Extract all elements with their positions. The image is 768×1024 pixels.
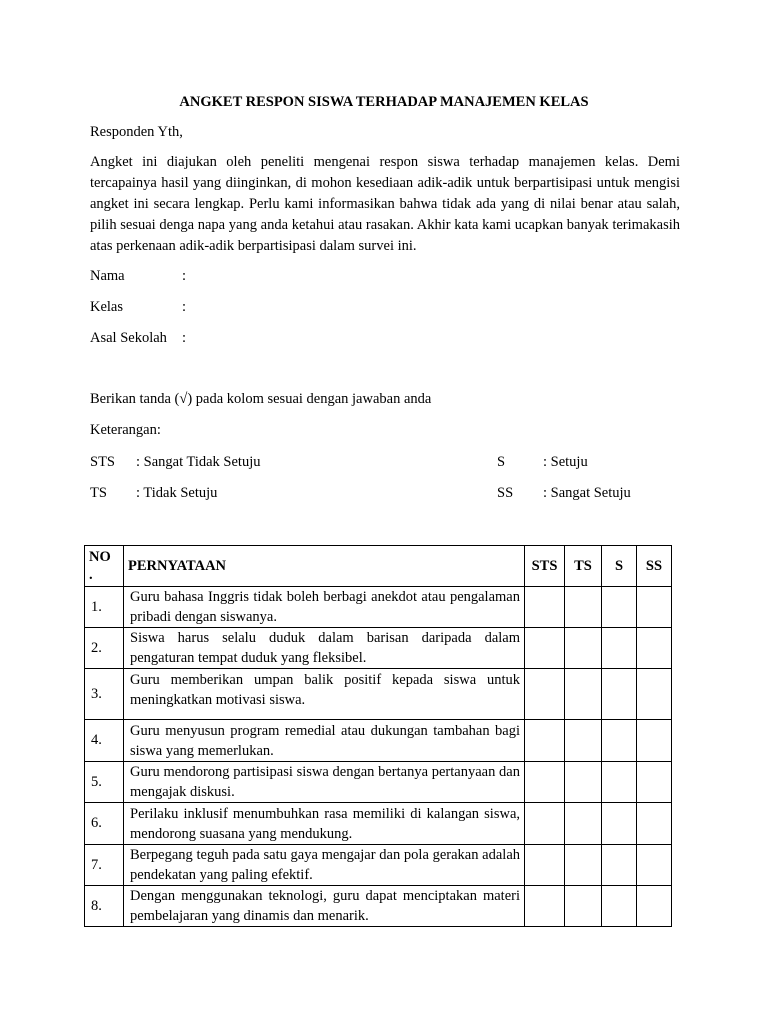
- answer-cell-sts[interactable]: [525, 803, 565, 845]
- answer-cell-ts[interactable]: [565, 720, 602, 762]
- answer-cell-s[interactable]: [602, 669, 637, 720]
- row-statement: Guru mendorong partisipasi siswa dengan bertanya pertanyaan dan mengajak diskusi.: [124, 762, 525, 803]
- table-header-row: [85, 546, 672, 587]
- row-statement: Siswa harus selalu duduk dalam barisan daripada dalam pengaturan tempat duduk yang fleksibel.: [124, 628, 525, 669]
- answer-cell-ts[interactable]: [565, 628, 602, 669]
- answer-cell-ss[interactable]: [637, 587, 672, 628]
- row-number: 6.: [85, 803, 124, 845]
- greeting: Responden Yth,: [90, 124, 183, 140]
- answer-cell-s[interactable]: [602, 886, 637, 927]
- legend-item-s: [497, 454, 588, 471]
- legend-text: : Sangat Setuju: [543, 485, 631, 501]
- answer-cell-sts[interactable]: [525, 720, 565, 762]
- legend-abbr: TS: [90, 485, 107, 501]
- header-ts: TS: [565, 546, 602, 587]
- answer-cell-ss[interactable]: [637, 720, 672, 762]
- table-row: [85, 587, 672, 628]
- answer-cell-s[interactable]: [602, 803, 637, 845]
- answer-cell-sts[interactable]: [525, 669, 565, 720]
- legend-item-ss: [497, 485, 631, 502]
- answer-cell-sts[interactable]: [525, 628, 565, 669]
- field-label: Asal Sekolah: [90, 330, 167, 346]
- answer-cell-sts[interactable]: [525, 886, 565, 927]
- answer-cell-sts[interactable]: [525, 762, 565, 803]
- table-row: [85, 886, 672, 927]
- row-number: 1.: [85, 587, 124, 628]
- answer-cell-ss[interactable]: [637, 886, 672, 927]
- field-label: Kelas: [90, 299, 124, 315]
- answer-cell-s[interactable]: [602, 845, 637, 886]
- survey-table: [84, 545, 672, 927]
- row-number: 7.: [85, 845, 124, 886]
- table-row: [85, 845, 672, 886]
- page-title: ANGKET RESPON SISWA TERHADAP MANAJEMEN KELAS: [179, 94, 589, 110]
- header-statement: PERNYATAAN: [124, 546, 525, 587]
- row-statement: Guru bahasa Inggris tidak boleh berbagi anekdot atau pengalaman pribadi dengan siswanya.: [124, 587, 525, 628]
- answer-cell-ts[interactable]: [565, 803, 602, 845]
- field-kelas: [90, 299, 186, 316]
- answer-cell-ss[interactable]: [637, 803, 672, 845]
- answer-cell-s[interactable]: [602, 762, 637, 803]
- answer-cell-sts[interactable]: [525, 845, 565, 886]
- answer-cell-ss[interactable]: [637, 628, 672, 669]
- legend-text: : Sangat Tidak Setuju: [136, 454, 261, 470]
- row-statement: Perilaku inklusif menumbuhkan rasa memiliki di kalangan siswa, mendorong suasana yang mendukung.: [124, 803, 525, 845]
- header-s: S: [602, 546, 637, 587]
- table-row: [85, 720, 672, 762]
- row-number: 3.: [85, 669, 124, 720]
- row-statement: Berpegang teguh pada satu gaya mengajar dan pola gerakan adalah pendekatan yang paling efektif.: [124, 845, 525, 886]
- field-asal-sekolah: [90, 330, 186, 347]
- legend-title: Keterangan:: [90, 422, 161, 438]
- table-row: [85, 669, 672, 720]
- answer-cell-ss[interactable]: [637, 845, 672, 886]
- answer-cell-sts[interactable]: [525, 587, 565, 628]
- legend-abbr: STS: [90, 454, 115, 470]
- legend-text: : Setuju: [543, 454, 588, 470]
- answer-cell-ts[interactable]: [565, 886, 602, 927]
- field-separator: :: [182, 299, 187, 315]
- row-number: 5.: [85, 762, 124, 803]
- table-row: [85, 803, 672, 845]
- row-statement: Dengan menggunakan teknologi, guru dapat menciptakan materi pembelajaran yang dinamis dan menarik.: [124, 886, 525, 927]
- answer-cell-ts[interactable]: [565, 762, 602, 803]
- field-nama: [90, 268, 186, 285]
- legend-item-sts: [90, 454, 260, 471]
- table-row: [85, 762, 672, 803]
- intro-paragraph: Angket ini diajukan oleh peneliti mengenai respon siswa terhadap manajemen kelas. Demi tercapainya hasil yang diinginkan, di mohon kesediaan adik-adik untuk berpartisipasi untuk mengisi angket ini secara lengkap. Perlu kami informasikan bahwa tidak ada yang di nilai benar atau salah, pilih sesuai denga napa yang anda ketahui atau rasakan. Akhir kata kami ucapkan banyak terimakasih atas perkenaan adik-adik berpartisipasi dalam survei ini.: [90, 154, 680, 254]
- answer-cell-ts[interactable]: [565, 587, 602, 628]
- header-no-dot: .: [89, 567, 93, 583]
- header-sts: STS: [525, 546, 565, 587]
- row-statement: Guru menyusun program remedial atau dukungan tambahan bagi siswa yang memerlukan.: [124, 720, 525, 762]
- legend-abbr: S: [497, 454, 506, 470]
- header-no-label: NO: [89, 549, 111, 565]
- answer-cell-s[interactable]: [602, 587, 637, 628]
- answer-cell-ss[interactable]: [637, 762, 672, 803]
- answer-cell-s[interactable]: [602, 628, 637, 669]
- header-ss: SS: [637, 546, 672, 587]
- answer-cell-ts[interactable]: [565, 669, 602, 720]
- table-row: [85, 628, 672, 669]
- field-separator: :: [182, 268, 187, 284]
- legend-text: : Tidak Setuju: [136, 485, 218, 501]
- row-number: 2.: [85, 628, 124, 669]
- instruction-text: Berikan tanda (√) pada kolom sesuai dengan jawaban anda: [90, 391, 432, 407]
- legend-abbr: SS: [497, 485, 514, 501]
- row-statement: Guru memberikan umpan balik positif kepada siswa untuk meningkatkan motivasi siswa.: [124, 669, 525, 720]
- answer-cell-ss[interactable]: [637, 669, 672, 720]
- answer-cell-ts[interactable]: [565, 845, 602, 886]
- answer-cell-s[interactable]: [602, 720, 637, 762]
- field-label: Nama: [90, 268, 125, 284]
- field-separator: :: [182, 330, 187, 346]
- legend-item-ts: [90, 485, 217, 502]
- header-no: [85, 546, 124, 587]
- row-number: 4.: [85, 720, 124, 762]
- row-number: 8.: [85, 886, 124, 927]
